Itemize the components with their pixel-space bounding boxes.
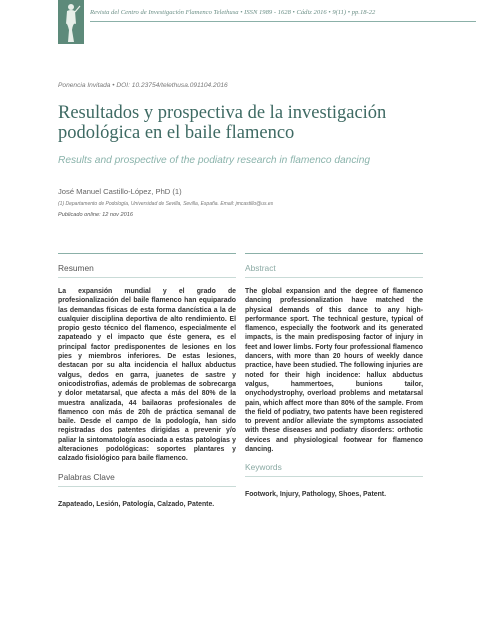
article-title: Resultados y prospectiva de la investigación podológica en el baile flamenco (58, 103, 387, 143)
resumen-text: La expansión mundial y el grado de profesionalización del baile flamenco han equiparado las demandas físicas de esta forma dancística a la de cualquier disciplina deportiva de alto rendimiento. El propio gesto técnico del flamenco, especialmente el zapateado y el impacto que éste genera, es el principal factor predisponentes de lesiones en los pies y miembros inferiores. De estas lesiones, destacan por su alta incidencia el hallux abductus valgus, dedos en garra, juanetes de sastre y onicodistrofias, además de problemas de sobrecarga y dolor metatarsal, que afecta a más del 80% de la muestra analizada, 44 bailaoras profesionales de flamenco con más de 20h de práctica semanal de baile. Desde el campo de la podología, han sido registradas dos patentes dirigidas a prevenir y/o paliar la sintomatología asociada a estas patologías y alteraciones podológicas: soportes plantares y calzado fisiológico para baile flamenco. (58, 288, 236, 463)
keywords-heading: Keywords (245, 462, 282, 473)
published-date: Publicado online: 12 nov 2016 (58, 212, 133, 218)
palabras-clave-heading: Palabras Clave (58, 471, 115, 482)
section-doi-line[interactable]: Ponencia Invitada • DOI: 10.23754/telethusa.091104.2016 (58, 82, 228, 89)
heading-rule (58, 277, 236, 278)
column-rule (245, 253, 423, 254)
keywords-list: Footwork, Injury, Pathology, Shoes, Patent. (245, 491, 387, 499)
resumen-column (58, 253, 236, 508)
column-rule (58, 253, 236, 254)
article-subtitle: Results and prospective of the podiatry research in flamenco dancing (58, 155, 371, 166)
heading-rule (245, 277, 423, 278)
heading-rule (245, 476, 423, 477)
palabras-clave-list: Zapateado, Lesión, Patología, Calzado, Patente. (58, 500, 215, 508)
journal-header (0, 0, 480, 48)
journal-line: Revista del Centro de Investigación Flamenco Telethusa • ISSN 1989 - 1628 • Cádiz 2016 • 9(11) • pp.18-22 (90, 9, 376, 16)
author-line: José Manuel Castillo-López, PhD (1) (58, 187, 182, 196)
affiliation-line: (1) Departamento de Podología, Universidad de Sevilla, Sevilla, España. Email: jmcastillo@us.es (58, 201, 274, 207)
resumen-heading: Resumen (58, 263, 94, 273)
header-rule (90, 21, 476, 22)
heading-rule (58, 486, 236, 487)
abstract-heading: Abstract (245, 263, 276, 273)
abstract-text: The global expansion and the degree of flamenco dancing professionalization have matched the physical demands of this dance to any high-performance sport. The technical gesture, typical of flamenco, especially the footwork and its generated impacts, is the main predisposing factor of injury in feet and lower limbs. Forty four professional flamenco dancers, with more than 20 hours of weekly dance practice, have been studied. The following injuries are noted for their high incidence: hallux abductus valgus, hammertoes, bunions tailor, onychodystrophy, overload problems and metatarsal pain, which affect more than 80% of the sample. From the field of podiatry, two patents have been registered to prevent and/or alleviate the symptoms associated with these diseases and podiatry disorders: orthotic devices and physiological footwear for flamenco dancing. (245, 288, 423, 454)
statue-logo-icon (58, 0, 84, 44)
abstract-column (245, 253, 423, 498)
